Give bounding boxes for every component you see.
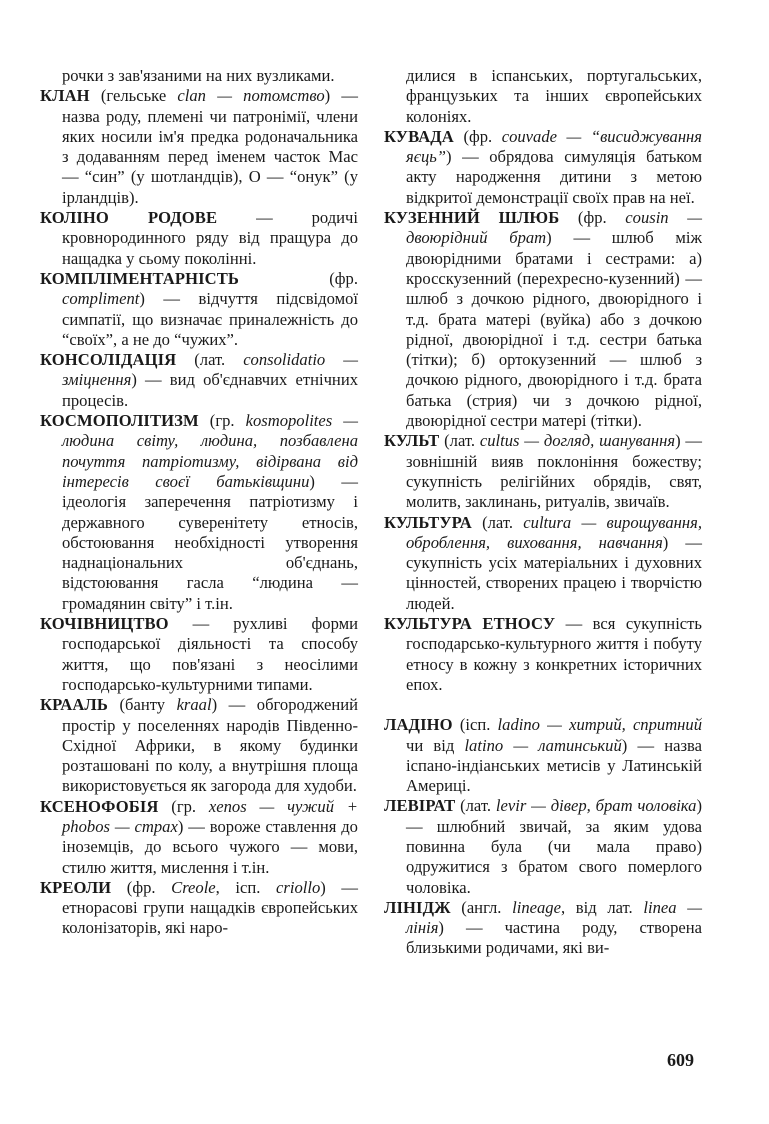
definition-text: (гр. bbox=[198, 411, 246, 431]
dictionary-entry bbox=[40, 86, 358, 208]
definition-text: (фр. bbox=[453, 126, 502, 146]
etymology-italic: lineage bbox=[512, 897, 561, 917]
etymology-italic: ladino — хитрий, спритний bbox=[497, 715, 703, 735]
section-gap bbox=[384, 695, 702, 715]
etymology-italic: kosmopolites — людина світу, людина, позбавлена почуття патріотизму, відірвана від інтересів своєї батьківщини bbox=[62, 411, 358, 491]
definition-text: (лат. bbox=[439, 431, 480, 451]
entry-continuation bbox=[40, 66, 358, 86]
headword: ЛАДІНО bbox=[384, 715, 453, 735]
etymology-italic: cultura — вирощування, оброблення, виховання, навчання bbox=[406, 512, 702, 552]
definition-text: ) — назва роду, племені чи патронімії, члени яких носили ім'я предка родоначальника з додаванням перед іменем часток Мас — “син” (у шотландців), О — “онук” (у ірландців). bbox=[62, 86, 358, 207]
definition-text: (гельське bbox=[89, 86, 178, 106]
dictionary-entry bbox=[40, 695, 358, 796]
definition-text: (гр. bbox=[158, 796, 209, 816]
etymology-italic: Creole bbox=[171, 877, 216, 897]
headword: КУЛЬТУРА ЕТНОСУ bbox=[384, 614, 556, 634]
dictionary-entry bbox=[40, 269, 358, 350]
headword: КУЛЬТ bbox=[384, 431, 440, 451]
definition-text: ) — вороже ставлення до іноземців, до всього чужого — мови, стилю життя, мислення і т.ін. bbox=[62, 816, 358, 877]
etymology-italic: consolidatio — зміцнення bbox=[62, 350, 358, 390]
definition-text: (фр. bbox=[559, 208, 626, 228]
etymology-italic: latino — латинський bbox=[464, 735, 622, 755]
dictionary-entry bbox=[40, 411, 358, 614]
headword: КСЕНОФОБІЯ bbox=[40, 796, 159, 816]
headword: КОЧІВНИЦТВО bbox=[40, 614, 169, 634]
definition-text: (лат. bbox=[455, 796, 496, 816]
etymology-italic: cultus — догляд, шанування bbox=[479, 431, 676, 451]
definition-text: рочки з зав'язаними на них вузликами. bbox=[62, 66, 335, 85]
etymology-italic: kraal bbox=[176, 695, 212, 715]
headword: КРЕОЛИ bbox=[40, 877, 112, 897]
definition-text: , ісп. bbox=[215, 877, 277, 897]
dictionary-entry bbox=[384, 796, 702, 897]
dictionary-entry bbox=[40, 797, 358, 878]
dictionary-entry bbox=[384, 127, 702, 208]
headword: КОМПЛІМЕНТАРНІСТЬ bbox=[40, 268, 240, 288]
definition-text: — вся сукупність господарсько-культурного життя і побуту етносу в кожну з конкретних історичних епох. bbox=[406, 614, 702, 694]
etymology-italic: clan — потомство bbox=[177, 86, 325, 106]
etymology-italic: levir — дівер, брат чоловіка bbox=[495, 796, 697, 816]
headword: КОНСОЛІДАЦІЯ bbox=[40, 350, 177, 370]
definition-text: ) — ідеологія заперечення патріотизму і державного суверенітету етносів, обстоювання необхідності утворення наднаціональних об'єднань, відстоювання гасла “людина — громадянин світу” і т.ін. bbox=[62, 471, 358, 613]
headword: КУЗЕННИЙ ШЛЮБ bbox=[384, 208, 560, 228]
headword: ЛЕВІРАТ bbox=[384, 796, 456, 816]
headword: КЛАН bbox=[40, 86, 90, 106]
definition-text: (ісп. bbox=[452, 715, 498, 735]
definition-text: — рухливі форми господарської діяльності та способу життя, що пов'язані з неосілими господарсько-культурними типами. bbox=[62, 614, 358, 694]
dictionary-entry bbox=[384, 715, 702, 796]
right-column bbox=[384, 66, 702, 959]
definition-text: — родичі кровнородинного ряду від пращура до нащадка у сьому поколінні. bbox=[62, 208, 358, 268]
etymology-italic: cousin — двоюрідний брат bbox=[406, 208, 702, 248]
dictionary-entry bbox=[384, 513, 702, 614]
definition-text: ) — шлюбний звичай, за яким удова повинна була (чи мала право) одружитися з братом свого померлого чоловіка. bbox=[406, 796, 702, 897]
definition-text: (фр. bbox=[239, 268, 358, 288]
definition-text: ) — відчуття підсвідомої симпатії, що визначає приналежність до “своїх”, а не до “чужих”. bbox=[62, 289, 358, 349]
etymology-italic: compliment bbox=[62, 289, 140, 309]
etymology-italic: xenos — чужий + phobos — страх bbox=[62, 796, 359, 836]
definition-text: ) — зовнішній вияв поклоніння божеству; сукупність релігійних обрядів, свят, молитв, заклинань, ритуалів, звичаїв. bbox=[406, 431, 702, 512]
headword: КУЛЬТУРА bbox=[384, 512, 472, 532]
definition-text: ) — шлюб між двоюрідними братами і сестрами: а) кросскузенний (перехресно-кузенний) — шлюб з дочкою рідного, двоюрідного і т.д. брата матері (вуйка) або з дочкою рідної, двоюрідної і т.д. сестри батька (тітки); б) ортокузенний — шлюб з дочкою рідного, двоюрідного і т.д. брата батька (стрия) чи з дочкою рідної, двоюрідної сестри матері (тітки). bbox=[406, 228, 702, 431]
dictionary-entry bbox=[384, 614, 702, 695]
definition-text: ) — вид об'єднавчих етнічних процесів. bbox=[62, 370, 358, 410]
headword: КОЛІНО РОДОВЕ bbox=[40, 208, 218, 228]
dictionary-entry bbox=[384, 208, 702, 431]
page-number: 609 bbox=[667, 1050, 694, 1070]
dictionary-entry bbox=[40, 350, 358, 411]
definition-text: ) — обрядова симуляція батьком акту народження дитини з метою відкритої демонстрації своїх прав на неї. bbox=[406, 147, 702, 207]
definition-text: (фр. bbox=[111, 877, 172, 897]
etymology-italic: criollo bbox=[276, 877, 321, 897]
definition-text: ) — частина роду, створена близькими родичами, які ви- bbox=[406, 918, 702, 958]
definition-text: (банту bbox=[107, 695, 177, 715]
headword: КУВАДА bbox=[384, 126, 454, 146]
definition-text: ) — обгороджений простір у поселеннях народів Південно-Східної Африки, в якому будинки розташовані по колу, а внутрішня площа використовується як загорода для худоби. bbox=[62, 695, 359, 796]
dictionary-entry bbox=[40, 878, 358, 939]
headword: КОСМОПОЛІТИЗМ bbox=[40, 411, 199, 431]
definition-text: (лат. bbox=[176, 350, 244, 370]
definition-text: ) — сукупність усіх матеріальних і духовних цінностей, створених працею і творчістю людей. bbox=[406, 532, 702, 613]
dictionary-entry bbox=[384, 898, 702, 959]
definition-text: , від лат. bbox=[560, 897, 644, 917]
definition-text: ) — назва іспано-індіанських метисів у Латинській Америці. bbox=[406, 735, 702, 796]
definition-text: (англ. bbox=[450, 897, 513, 917]
entry-continuation bbox=[384, 66, 702, 127]
etymology-italic: couvade — “висиджування яєць” bbox=[406, 126, 702, 167]
etymology-italic: linea — лінія bbox=[406, 897, 702, 938]
definition-text: ) — етнорасові групи нащадків європейських колонізаторів, які наро- bbox=[62, 877, 358, 938]
dictionary-entry bbox=[384, 431, 702, 512]
definition-text: дилися в іспанських, португальських, французьких та інших європейських колоніях. bbox=[406, 66, 702, 126]
left-column bbox=[40, 66, 358, 939]
dictionary-entry bbox=[40, 208, 358, 269]
definition-text: (лат. bbox=[471, 512, 524, 532]
headword: КРААЛЬ bbox=[40, 695, 108, 715]
dictionary-entry bbox=[40, 614, 358, 695]
headword: ЛІНІДЖ bbox=[384, 897, 451, 917]
definition-text: чи від bbox=[406, 735, 465, 755]
